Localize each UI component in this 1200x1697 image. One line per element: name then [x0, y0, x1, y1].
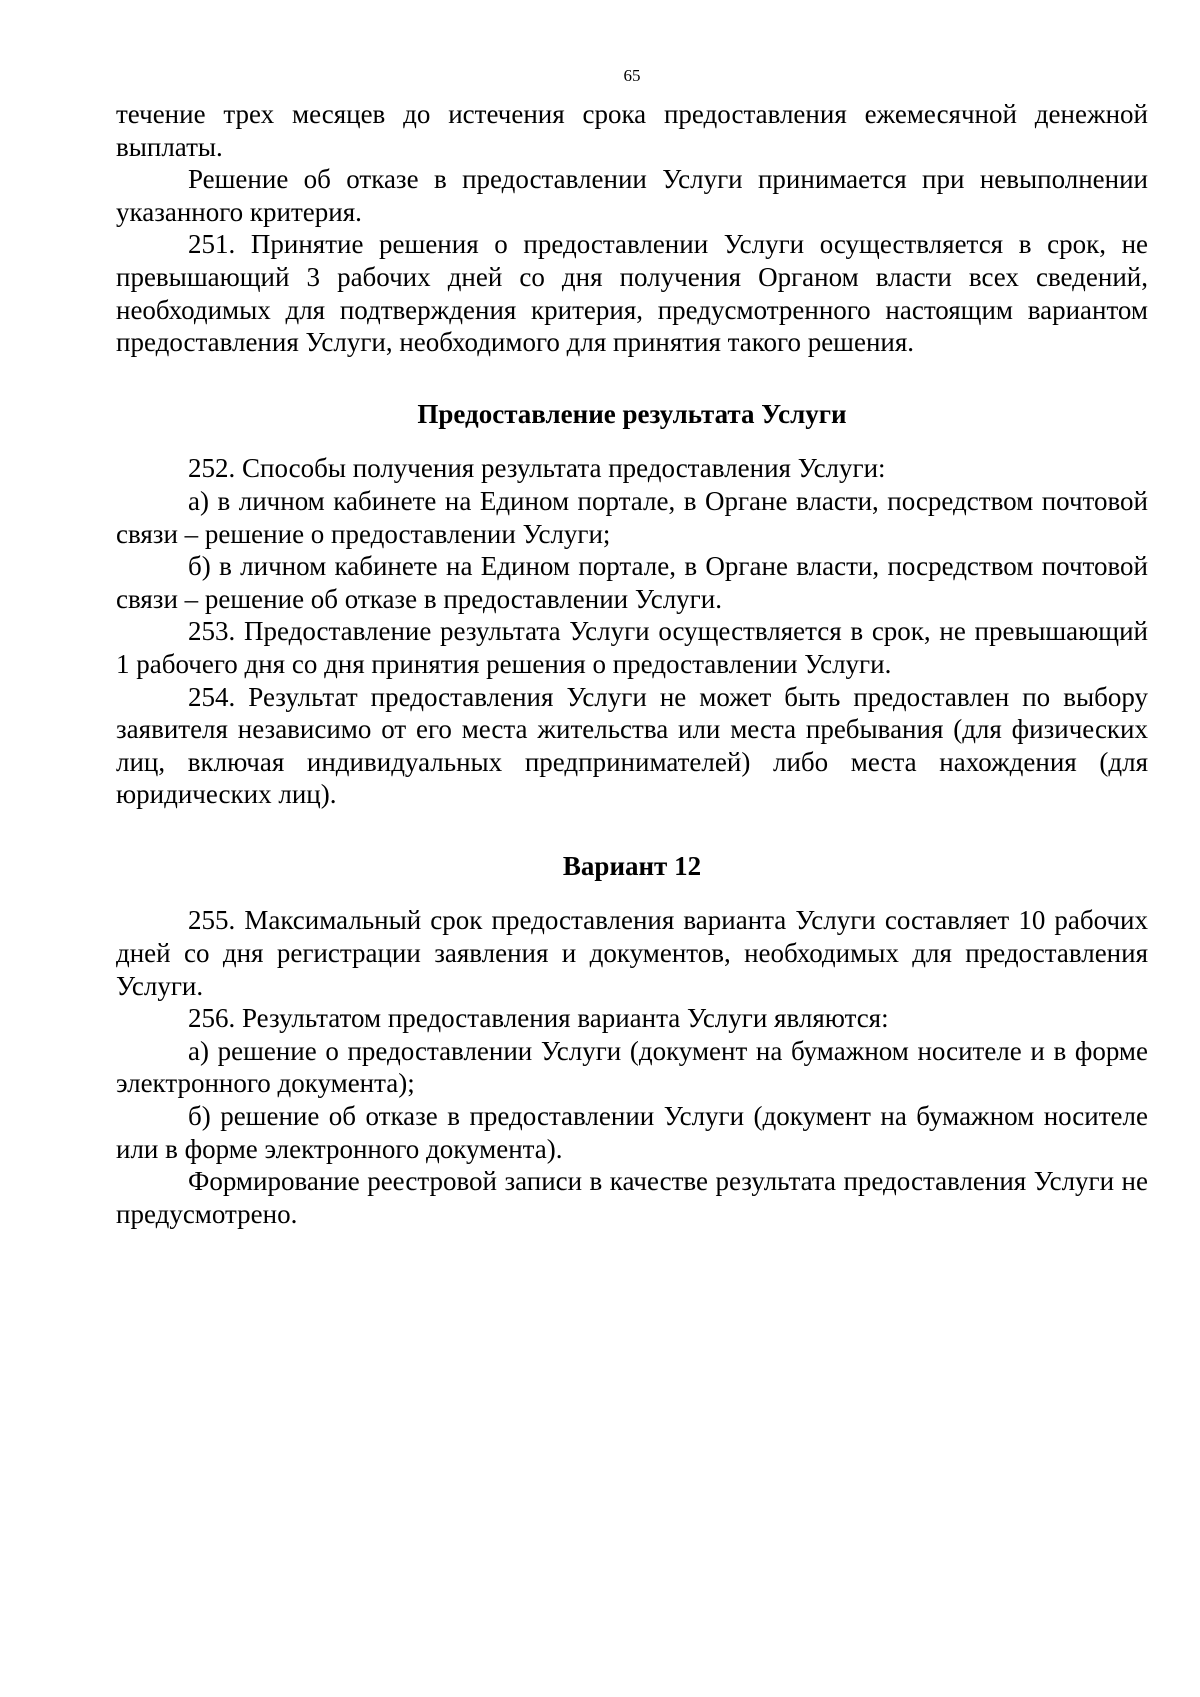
paragraph-256-b: б) решение об отказе в предоставлении Услуги (документ на бумажном носителе или в форме электронного документа).	[116, 1101, 1148, 1164]
paragraph-252-a: а) в личном кабинете на Едином портале, в Органе власти, посредством почтовой связи – решение о предоставлении Услуги;	[116, 485, 1148, 549]
paragraph-254: 254. Результат предоставления Услуги не может быть предоставлен по выбору заявителя независимо от его места жительства или места пребывания (для физических лиц, включая индивидуальных предпринимателей) либо места нахождения (для юридических лиц).	[116, 681, 1148, 810]
paragraph-256: 256. Результатом предоставления варианта Услуги являются:	[188, 1003, 889, 1034]
paragraph-251: 251. Принятие решения о предоставлении Услуги осуществляется в срок, не превышающий 3 рабочих дней со дня получения Органом власти всех сведений, необходимых для подтверждения критерия, предусмотренного настоящим вариантом предоставления Услуги, необходимого для принятия такого решения.	[116, 229, 1148, 358]
paragraph-253: 253. Предоставление результата Услуги осуществляется в срок, не превышающий 1 рабочего дня со дня принятия решения о предоставлении Услуги.	[116, 616, 1148, 679]
paragraph-252: 252. Способы получения результата предоставления Услуги:	[188, 453, 886, 484]
paragraph-registry: Формирование реестровой записи в качестве результата предоставления Услуги не предусмотрено.	[116, 1166, 1148, 1229]
paragraph-256-a: а) решение о предоставлении Услуги (документ на бумажном носителе и в форме электронного документа);	[116, 1035, 1148, 1099]
paragraph-continuation: течение трех месяцев до истечения срока предоставления ежемесячной денежной выплаты.	[116, 99, 1148, 162]
page-number: 65	[623, 66, 641, 85]
document-page	[116, 66, 1148, 1230]
paragraph: Решение об отказе в предоставлении Услуги принимается при невыполнении указанного критерия.	[116, 164, 1148, 227]
paragraph-255: 255. Максимальный срок предоставления варианта Услуги составляет 10 рабочих дней со дня регистрации заявления и документов, необходимых для предоставления Услуги.	[116, 905, 1148, 1001]
paragraph-252-b: б) в личном кабинете на Едином портале, в Органе власти, посредством почтовой связи – решение об отказе в предоставлении Услуги.	[116, 551, 1148, 614]
section-heading-variant-12: Вариант 12	[562, 850, 702, 881]
section-heading-result: Предоставление результата Услуги	[417, 398, 847, 429]
